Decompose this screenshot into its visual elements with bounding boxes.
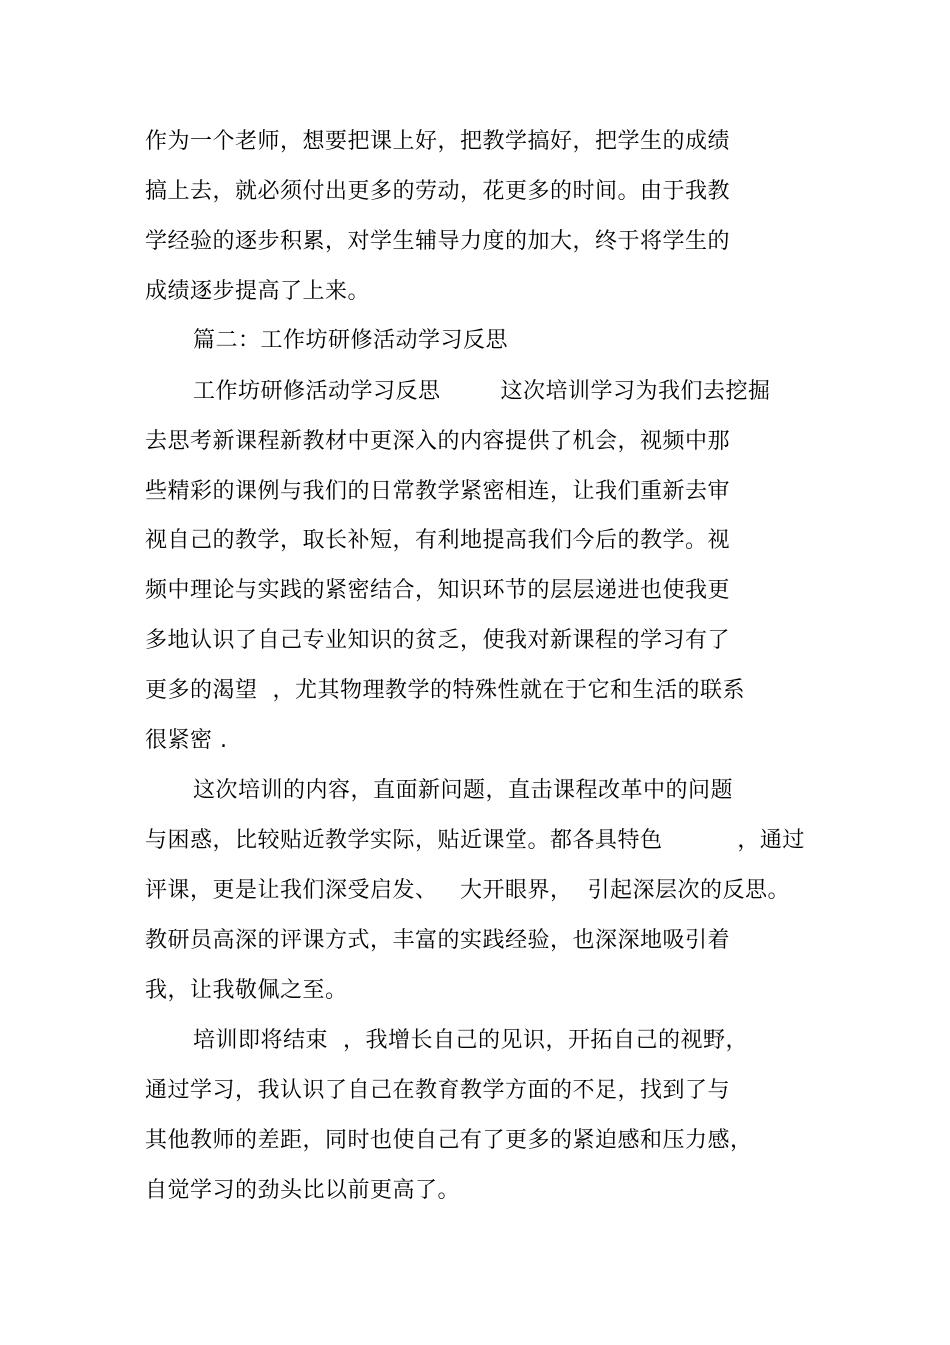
text-line: 很紧密 . (145, 728, 228, 753)
text-line: 这次培训的内容，直面新问题，直击课程改革中的问题 (193, 778, 734, 803)
text-line: 其他教师的差距，同时也使自己有了更多的紧迫感和压力感， (145, 1128, 753, 1153)
text-line: 去思考新课程新教材中更深入的内容提供了机会，视频中那 (145, 429, 731, 454)
text-line: 学经验的逐步积累，对学生辅导力度的加大，终于将学生的 (145, 229, 731, 254)
text-line: 作为一个老师，想要把课上好，把教学搞好，把学生的成绩 (145, 129, 731, 154)
text-line: 培训即将结束 ，我增长自己的见识，开拓自己的视野， (193, 1028, 748, 1053)
text-line: 更多的渴望 ，尤其物理教学的特殊性就在于它和生活的联系 (145, 678, 745, 703)
text-line: 通过学习，我认识了自己在教育教学方面的不足，找到了与 (145, 1078, 731, 1103)
text-line: 些精彩的课例与我们的日常教学紧密相连，让我们重新去审 (145, 479, 731, 504)
text-line: 教研员高深的评课方式，丰富的实践经验，也深深地吸引着 (145, 928, 731, 953)
text-line: 自觉学习的劲头比以前更高了。 (145, 1178, 461, 1203)
text-line: 我，让我敬佩之至。 (145, 978, 348, 1003)
text-line: 与困惑，比较贴近教学实际，贴近课堂。都各具特色 ，通过 (145, 828, 805, 853)
text-line: 评课，更是让我们深受启发、 大开眼界， 引起深层次的反思。 (145, 878, 790, 903)
text-line: 频中理论与实践的紧密结合，知识环节的层层递进也使我更 (145, 578, 731, 603)
text-line: 多地认识了自己专业知识的贫乏，使我对新课程的学习有了 (145, 628, 731, 653)
text-line: 成绩逐步提高了上来。 (145, 279, 371, 304)
text-line: 搞上去，就必须付出更多的劳动，花更多的时间。由于我教 (145, 179, 731, 204)
section-heading: 篇二：工作坊研修活动学习反思 (193, 328, 509, 353)
text-line: 视自己的教学，取长补短，有利地提高我们今后的教学。视 (145, 528, 731, 553)
text-line: 工作坊研修活动学习反思 这次培训学习为我们去挖掘 (193, 379, 771, 404)
